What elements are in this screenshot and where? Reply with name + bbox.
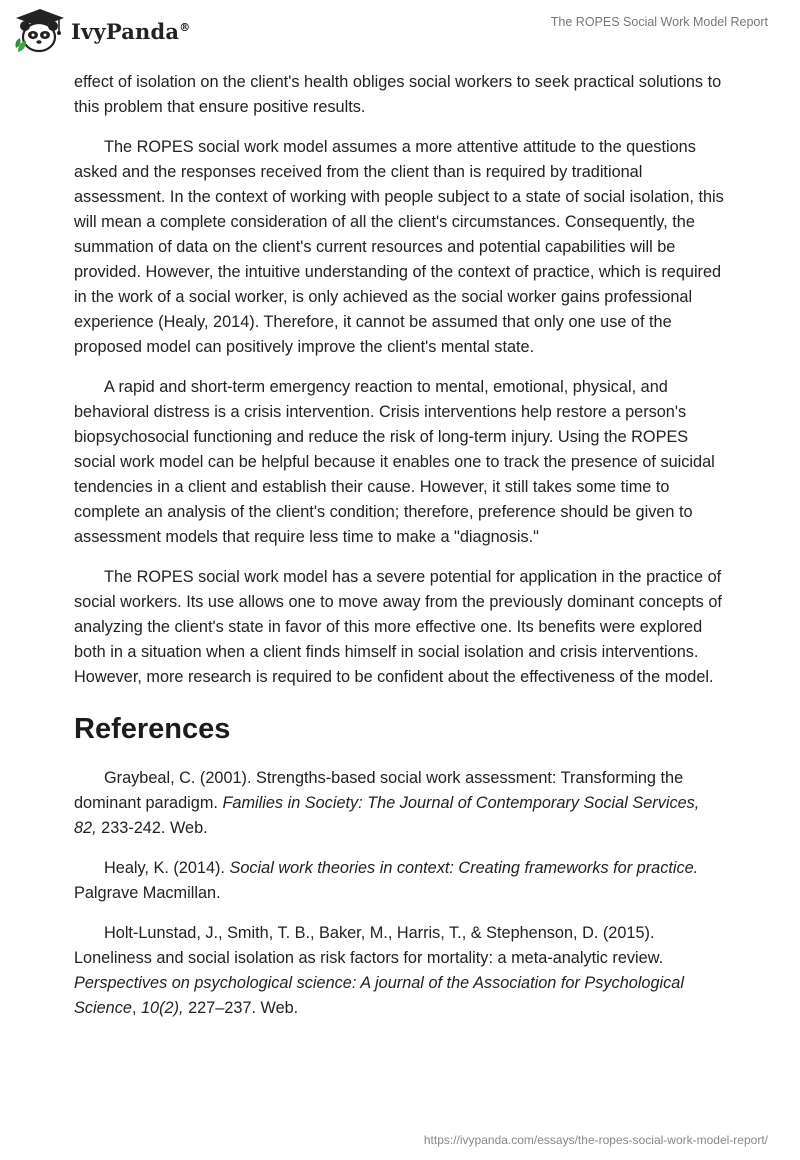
ivypanda-logo[interactable]: [14, 8, 190, 54]
reference-healy: Healy, K. (2014). Social work theories in context: Creating frameworks for practice. Palgrave Macmillan.: [74, 859, 699, 902]
paragraph-conclusion: The ROPES social work model has a severe potential for application in the practice of social workers. Its use allows one to move away from the previously dominant concepts of analyzing the client's state in favor of this more effective one. Its benefits were explored both in a situation when a client finds himself in social isolation and crisis interventions. However, more research is required to be confident about the effectiveness of the model.: [74, 568, 722, 686]
paragraph-continued: effect of isolation on the client's health obliges social workers to seek practical solutions to this problem that ensure positive results.: [74, 73, 722, 116]
page-header: [0, 0, 800, 70]
reference-graybeal: Graybeal, C. (2001). Strengths-based social work assessment: Transforming the dominant paradigm. Families in Society: The Journal of Contemporary Social Services, 82, 233-242. Web.: [74, 769, 700, 837]
document-title: The ROPES Social Work Model Report: [550, 15, 768, 29]
paragraph-crisis-intervention: A rapid and short-term emergency reaction to mental, emotional, physical, and behavioral distress is a crisis intervention. Crisis interventions help restore a person's biopsychosocial functioning and reduce the risk of long-term injury. Using the ROPES social work model can be helpful because it enables one to track the presence of suicidal tendencies in a client and establish their cause. However, it still takes some time to complete an analysis of the client's condition; therefore, preference should be given to assessment models that require less time to make a "diagnosis.": [74, 378, 715, 546]
brand-name: IvyPanda®: [71, 18, 191, 44]
paragraph-ropes-assessment: The ROPES social work model assumes a more attentive attitude to the questions asked and the responses received from the client than is required by traditional assessment. In the context of working with people subject to a state of social isolation, this will mean a complete consideration of all the client's circumstances. Consequently, the summation of data on the client's current resources and potential capabilities will be provided. However, the intuitive understanding of the context of practice, which is required in the work of a social worker, is only achieved as the social worker gains professional experience (Healy, 2014). Therefore, it cannot be assumed that only one use of the proposed model can positively improve the client's mental state.: [74, 138, 724, 356]
references-heading: References: [74, 713, 231, 745]
panda-logo-icon: [14, 8, 66, 54]
source-url[interactable]: https://ivypanda.com/essays/the-ropes-social-work-model-report/: [423, 1133, 768, 1147]
reference-holt-lunstad: Holt-Lunstad, J., Smith, T. B., Baker, M., Harris, T., & Stephenson, D. (2015). Loneliness and social isolation as risk factors for mortality: a meta-analytic review. Perspectives on psychological science: A journal of the Association for Psychological Science, 10(2), 227–237. Web.: [74, 924, 684, 1017]
essay-body: [74, 70, 726, 1036]
